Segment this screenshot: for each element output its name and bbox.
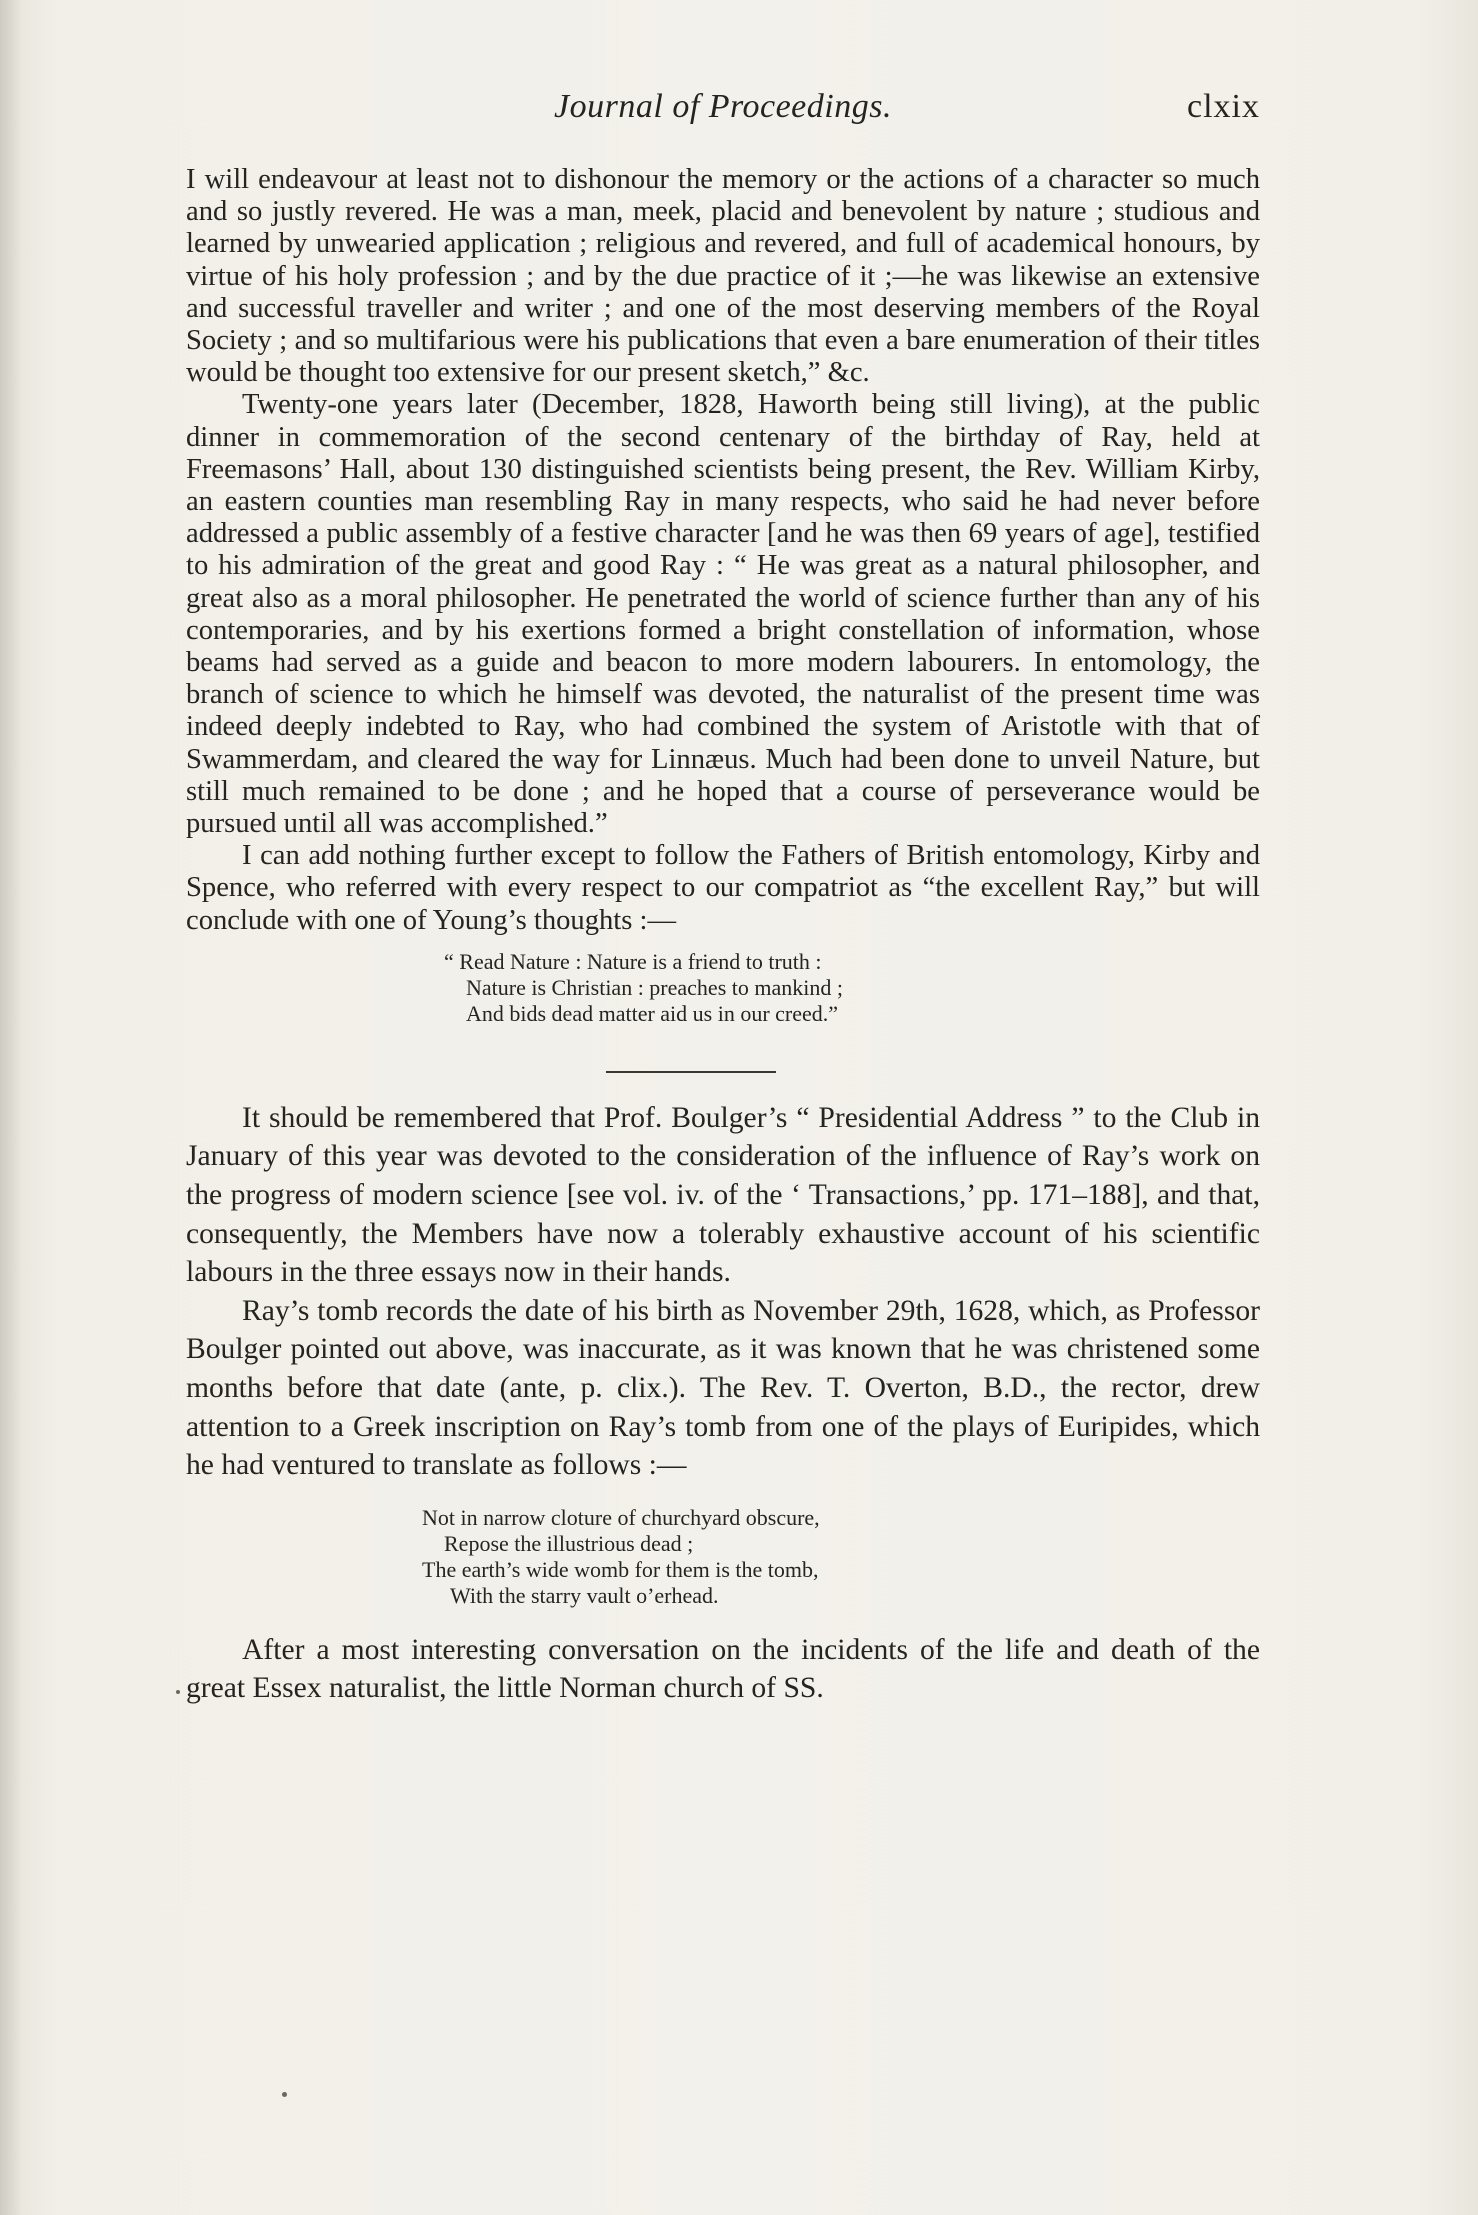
- paragraph-young-intro: I can add nothing further except to follow the Fathers of British entomology, Kirby and Spence, who referred with every respect to our compatriot as “the excellent Ray,” but will conclude with one of Young’s thoughts :—: [186, 840, 1260, 936]
- poem-line: Not in narrow cloture of churchyard obscure,: [422, 1504, 820, 1530]
- quote-line: Nature is Christian : preaches to mankind ;: [466, 974, 843, 1000]
- poem-line: With the starry vault o’erhead.: [450, 1582, 719, 1608]
- page-number: clxix: [1187, 88, 1260, 125]
- page-header: [186, 88, 1260, 140]
- paragraph-ray-tomb: Ray’s tomb records the date of his birth as November 29th, 1628, which, as Professor Boulger pointed out above, was inaccurate, as it was known that he was christened some months before that date (ante, p. clix.). The Rev. T. Overton, B.D., the rector, drew attention to a Greek inscription on Ray’s tomb from one of the plays of Euripides, which he had ventured to translate as follows :—: [186, 1294, 1260, 1482]
- euripides-translation: [186, 1505, 1260, 1609]
- poem-line: Repose the illustrious dead ;: [444, 1530, 694, 1556]
- section-divider: [606, 1071, 776, 1073]
- running-title: Journal of Proceedings.: [554, 88, 892, 125]
- ink-speck: [282, 2092, 287, 2097]
- paragraph-kirby-dinner: Twenty-one years later (December, 1828, Haworth being still living), at the public dinner in commemoration of the second centenary of the birthday of Ray, held at Freemasons’ Hall, about 130 distinguished scientists being present, the Rev. William Kirby, an eastern counties man resembling Ray in many respects, who said he had never before addressed a public assembly of a festive character [and he was then 69 years of age], testified to his admiration of the great and good Ray : “ He was great as a natural philosopher, and great also as a moral philosopher. He penetrated the world of science further than any of his contemporaries, and by his exertions formed a bright constellation of information, whose beams had served as a guide and beacon to more modern labourers. In entomology, the branch of science to which he himself was devoted, the naturalist of the present time was indeed deeply indebted to Ray, who had combined the system of Aristotle with that of Swammerdam, and cleared the way for Linnæus. Much had been done to unveil Nature, but still much remained to be done ; and he hoped that a course of perseverance would be pursued until all was accomplished.”: [186, 389, 1260, 840]
- section-two: [186, 1099, 1260, 1708]
- paragraph-tribute-close: I will endeavour at least not to dishonour the memory or the actions of a character so much and so justly revered. He was a man, meek, placid and benevolent by nature ; studious and learned by unwearied application ; religious and revered, and full of academical honours, by virtue of his holy profession ; and by the due practice of it ;—he was likewise an extensive and successful traveller and writer ; and one of the most deserving members of the Royal Society ; and so multifarious were his publications that even a bare enumeration of their titles would be thought too extensive for our present sketch,” &c.: [186, 164, 1260, 389]
- quote-line: And bids dead matter aid us in our creed.”: [466, 1000, 839, 1026]
- gutter-shadow: [0, 0, 22, 2215]
- quote-line: “ Read Nature : Nature is a friend to truth :: [444, 948, 822, 974]
- poem-line: The earth’s wide womb for them is the tomb,: [422, 1556, 819, 1582]
- ink-speck: [176, 1690, 180, 1694]
- paragraph-closing: After a most interesting conversation on the incidents of the life and death of the great Essex naturalist, the little Norman church of SS.: [186, 1633, 1260, 1705]
- page-body: [186, 164, 1260, 1708]
- young-quotation: [186, 949, 1260, 1027]
- paragraph-boulger-address: It should be remembered that Prof. Boulger’s “ Presidential Address ” to the Club in January of this year was devoted to the consideration of the influence of Ray’s work on the progress of modern science [see vol. iv. of the ‘ Transactions,’ pp. 171–188], and that, consequently, the Members have now a tolerably exhaustive account of his scientific labours in the three essays now in their hands.: [186, 1101, 1260, 1289]
